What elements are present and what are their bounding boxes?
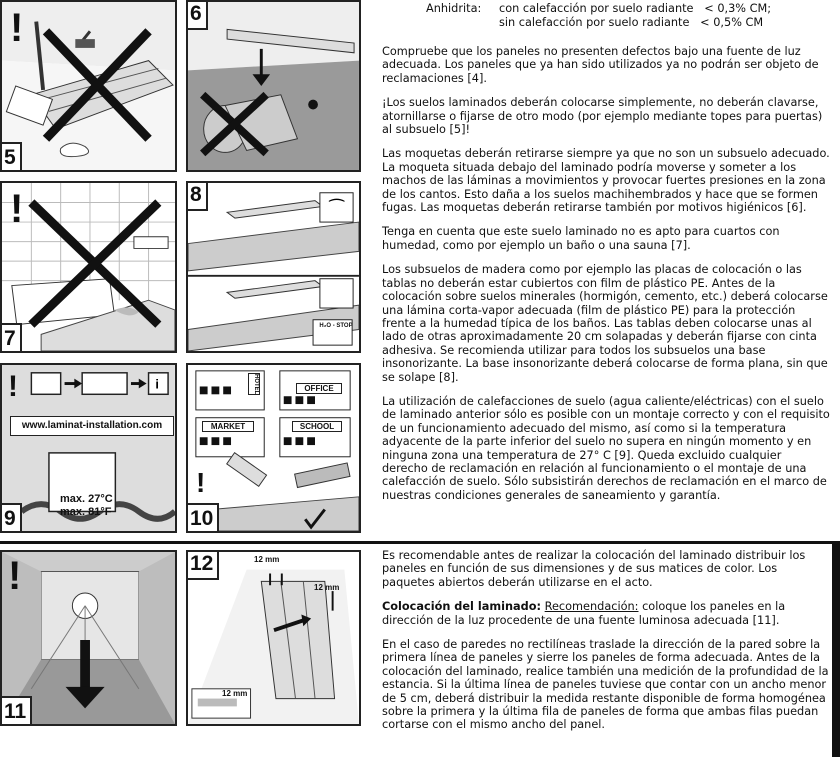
paragraph-carpets: Las moquetas deberán retirarse siempre ya que no son un subsuelo adecuado. La moqueta situada debajo del laminado podría moverse y someter a los machos de las láminas a movimientos y provocar fuertes presiones en la zona de los cantos. Esto daña a los suelos machihembrados y hace que se formen fugas. Las moquetas deberán retirarse también por motivos higiénicos [6]. <box>382 147 830 215</box>
anhidrita-label: Anhidrita: <box>426 2 482 15</box>
paragraph-distribution: Es recomendable antes de realizar la colocación del laminado distribuir los paneles en función de sus dimensiones y de sus matices de color. Los paquetes abiertos deberán utilizarse en el acto. <box>382 549 806 589</box>
recommendation-label: Recomendación: <box>544 600 639 614</box>
figure-number: 11 <box>0 696 32 726</box>
text-column-lower <box>382 549 830 743</box>
figure-number: 10 <box>186 503 219 533</box>
figure-number: 9 <box>0 503 22 533</box>
section-side-bar <box>832 541 840 757</box>
dimension-right: 12 mm <box>314 583 340 592</box>
svg-text:i: i <box>155 377 159 392</box>
figure-6 <box>186 0 361 172</box>
recommendation-text: coloque los paneles en la dirección de la luz procedente de una fuente luminosa adecuada [11]. <box>382 600 786 627</box>
paragraph-inspection: Compruebe que los paneles no presenten defectos bajo una fuente de luz adecuada. Los paneles que ya han sido utilizados ya no podrán ser objeto de reclamaciones [4]. <box>382 45 819 85</box>
warning-mark: ! <box>10 187 24 231</box>
dimension-top: 12 mm <box>254 555 280 564</box>
text-column-upper <box>382 45 830 513</box>
paragraph-floor-heating: La utilización de calefacciones de suelo (agua caliente/eléctricas) con el suelo de laminado anterior sólo es posible con un montaje correcto y con el requisito de un funcionamiento adecuado del mismo, así como si la temperatura adyacente de la parte inferior del suelo no supera en ningún momento y en ninguna zona una temperatura de 27° C [9]. Queda excluido cualquier derecho de reclamación en relación al funcionamiento o el montaje de una calefacción de suelo. Sólo subsistirán derechos de reclamación en el marco de nuestras condiciones generales de saneamiento y garantía. <box>382 394 830 502</box>
figure-number: 7 <box>0 323 22 353</box>
figure-5-drawing <box>2 2 175 170</box>
warning-mark: ! <box>8 554 22 598</box>
sign-market: MARKET <box>202 421 254 432</box>
anhidrita-line2: sin calefacción por suelo radiante < 0,5% CM <box>499 16 764 29</box>
max-temp-fahrenheit: max. 81°F <box>60 506 112 518</box>
ear-icon: ⁀ <box>329 200 344 221</box>
paragraph-humidity: Tenga en cuenta que este suelo laminado no es apto para cuartos con humedad, como por ejemplo un baño o una sauna [7]. <box>382 225 780 252</box>
figure-10 <box>186 363 361 533</box>
section-divider <box>372 541 840 544</box>
section-divider-left <box>0 541 372 544</box>
paragraph-subfloors: Los subsuelos de madera como por ejemplo las placas de colocación o las tablas no deberán estar cubiertos con film de plástico PE. Antes de la colocación sobre suelos minerales (hormigón, cemento, etc.) deberá colocarse una lámina corta-vapor adecuada (film de plástico PE) para la protección frente a la humedad típica de los baños. Las tablas deben colocarse unas al lado de otras aproximadamente 20 cm solapadas y deberán fijarse con cinta adhesiva. Se recomienda utilizar para todos los subsuelos una base insonorizante. La base insonorizante deberá colocarse de forma plana, sin que se solape [8]. <box>382 263 828 384</box>
figure-11 <box>0 550 177 726</box>
figure-7-drawing <box>2 183 175 351</box>
figure-number: 8 <box>186 181 208 211</box>
paragraph-colocacion <box>382 600 830 627</box>
figure-number: 5 <box>0 142 22 172</box>
figure-12 <box>186 550 361 726</box>
figure-8 <box>186 181 361 353</box>
paragraph-walls: En el caso de paredes no rectilíneas traslade la dirección de la pared sobre la primera línea de paneles y sierre los paneles de forma adecuada. Antes de la colocación del laminado, realice también una medición de la profundidad de la estancia. Si la última línea de paneles tuviese que contar con un ancho menor de 5 cm, deberá distribuir la medida restante disponible de forma homogénea sobre la primera y la última fila de paneles de forma que ambas filas puedan cortarse con el mismo ancho del panel. <box>382 638 829 732</box>
figure-number: 12 <box>186 550 219 580</box>
colocacion-heading: Colocación del laminado: <box>382 600 542 614</box>
figure-number: 6 <box>186 0 208 30</box>
figure-6-drawing <box>188 2 359 170</box>
sign-hotel: HOTEL <box>248 373 260 395</box>
max-temp-celsius: max. 27°C <box>60 493 113 505</box>
sign-office: OFFICE <box>296 383 342 394</box>
website-url: www.laminat-installation.com <box>10 416 174 436</box>
warning-mark: ! <box>196 467 206 498</box>
warning-mark: ! <box>8 370 18 403</box>
paragraph-fixing: ¡Los suelos laminados deberán colocarse simplemente, no deberán clavarse, atornillarse o fijarse de otro modo (por ejemplo mediante topes para puertas) al subsuelo [5]! <box>382 96 823 137</box>
warning-mark: ! <box>10 6 24 50</box>
sign-school: SCHOOL <box>292 421 342 432</box>
dimension-bottom: 12 mm <box>222 689 248 698</box>
figure-5 <box>0 0 177 172</box>
h2o-stop-label: H₂O - STOP <box>319 323 353 329</box>
anhidrita-line1: con calefacción por suelo radiante < 0,3% CM; <box>499 2 772 15</box>
figure-9 <box>0 363 177 533</box>
figure-7 <box>0 181 177 353</box>
